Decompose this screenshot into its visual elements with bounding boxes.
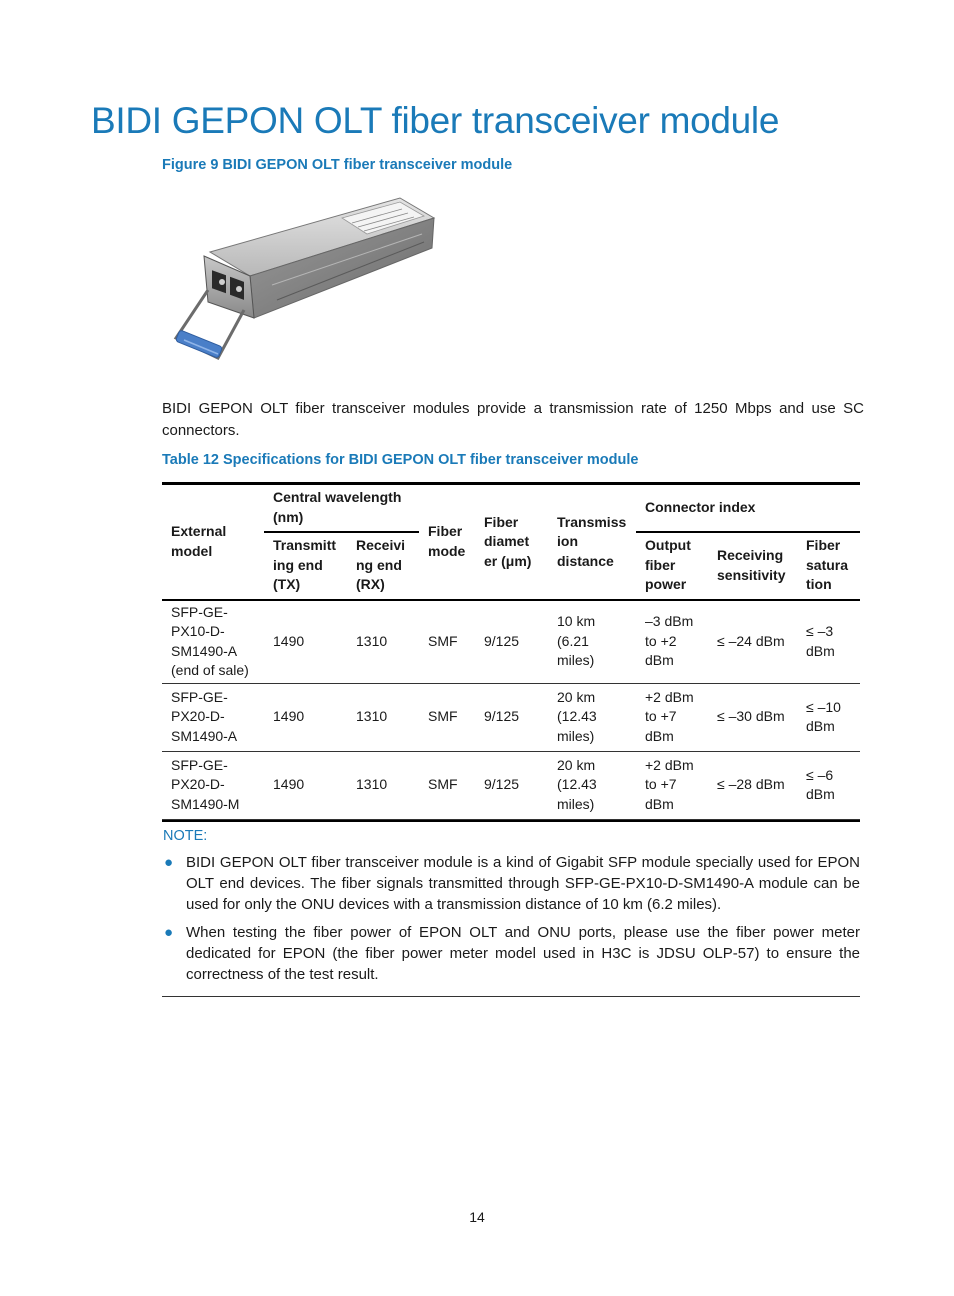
intro-paragraph: BIDI GEPON OLT fiber transceiver modules provide a transmission rate of 1250 Mbps and use SC connectors. — [162, 400, 864, 439]
cell-output: +2 dBm to +7 dBm — [636, 683, 708, 751]
header-fiber-diameter: Fiber diamet er (μm) — [475, 484, 548, 600]
header-fiber-saturation: Fiber satura tion — [797, 532, 860, 600]
list-item — [162, 922, 860, 985]
header-rx: Receivi ng end (RX) — [347, 532, 419, 600]
cell-tx: 1490 — [264, 751, 347, 820]
header-output-power: Output fiber power — [636, 532, 708, 600]
table-caption: Table 12 Specifications for BIDI GEPON OLT fiber transceiver module — [162, 452, 639, 468]
bullet-icon: ● — [164, 924, 174, 941]
cell-output: +2 dBm to +7 dBm — [636, 751, 708, 820]
table-row — [162, 683, 860, 751]
cell-saturation: ≤ –6 dBm — [797, 751, 860, 820]
cell-distance: 10 km (6.21 miles) — [548, 600, 636, 684]
spec-table — [162, 482, 860, 822]
cell-distance: 20 km (12.43 miles) — [548, 751, 636, 820]
header-tx: Transmitt ing end (TX) — [264, 532, 347, 600]
note-box — [162, 819, 860, 997]
header-external-model: External model — [162, 484, 264, 600]
cell-distance: 20 km (12.43 miles) — [548, 683, 636, 751]
bullet-icon: ● — [164, 854, 174, 871]
cell-rx: 1310 — [347, 751, 419, 820]
page-title: BIDI GEPON OLT fiber transceiver module — [91, 100, 780, 141]
header-receiving-sensitivity: Receiving sensitivity — [708, 532, 797, 600]
cell-model: SFP-GE-PX20-D-SM1490-M — [162, 751, 264, 820]
cell-diameter: 9/125 — [475, 751, 548, 820]
note-text: When testing the fiber power of EPON OLT and ONU ports, please use the fiber power meter dedicated for EPON (the fiber power meter model used in H3C is JDSU OLP-57) to ensure the correctness of the test result. — [186, 924, 860, 983]
header-fiber-mode: Fiber mode — [419, 484, 475, 600]
header-connector-index: Connector index — [636, 484, 860, 532]
cell-output: –3 dBm to +2 dBm — [636, 600, 708, 684]
page-number: 14 — [469, 1209, 485, 1225]
cell-mode: SMF — [419, 600, 475, 684]
cell-mode: SMF — [419, 751, 475, 820]
note-text: BIDI GEPON OLT fiber transceiver module is a kind of Gigabit SFP module specially used for EPON OLT end devices. The fiber signals transmitted through SFP-GE-PX10-D-SM1490-A module can be used for only the ONU devices with a transmission distance of 10 km (6.2 miles). — [186, 854, 860, 913]
header-transmission-distance: Transmiss ion distance — [548, 484, 636, 600]
cell-sensitivity: ≤ –30 dBm — [708, 683, 797, 751]
cell-diameter: 9/125 — [475, 600, 548, 684]
cell-rx: 1310 — [347, 683, 419, 751]
cell-tx: 1490 — [264, 600, 347, 684]
cell-tx: 1490 — [264, 683, 347, 751]
note-title: NOTE: — [163, 828, 208, 844]
cell-saturation: ≤ –10 dBm — [797, 683, 860, 751]
cell-sensitivity: ≤ –24 dBm — [708, 600, 797, 684]
table-row — [162, 751, 860, 820]
sfp-transceiver-photo — [162, 190, 447, 370]
cell-saturation: ≤ –3 dBm — [797, 600, 860, 684]
cell-rx: 1310 — [347, 600, 419, 684]
list-item — [162, 852, 860, 915]
header-central-wavelength: Central wavelength (nm) — [264, 484, 419, 532]
figure-caption: Figure 9 BIDI GEPON OLT fiber transceiver module — [162, 157, 513, 173]
sfp-transceiver-image — [162, 190, 447, 370]
cell-model: SFP-GE-PX20-D-SM1490-A — [162, 683, 264, 751]
cell-mode: SMF — [419, 683, 475, 751]
cell-diameter: 9/125 — [475, 683, 548, 751]
note-list — [162, 852, 860, 985]
table-row — [162, 600, 860, 684]
cell-sensitivity: ≤ –28 dBm — [708, 751, 797, 820]
cell-model: SFP-GE-PX10-D-SM1490-A (end of sale) — [162, 600, 264, 684]
